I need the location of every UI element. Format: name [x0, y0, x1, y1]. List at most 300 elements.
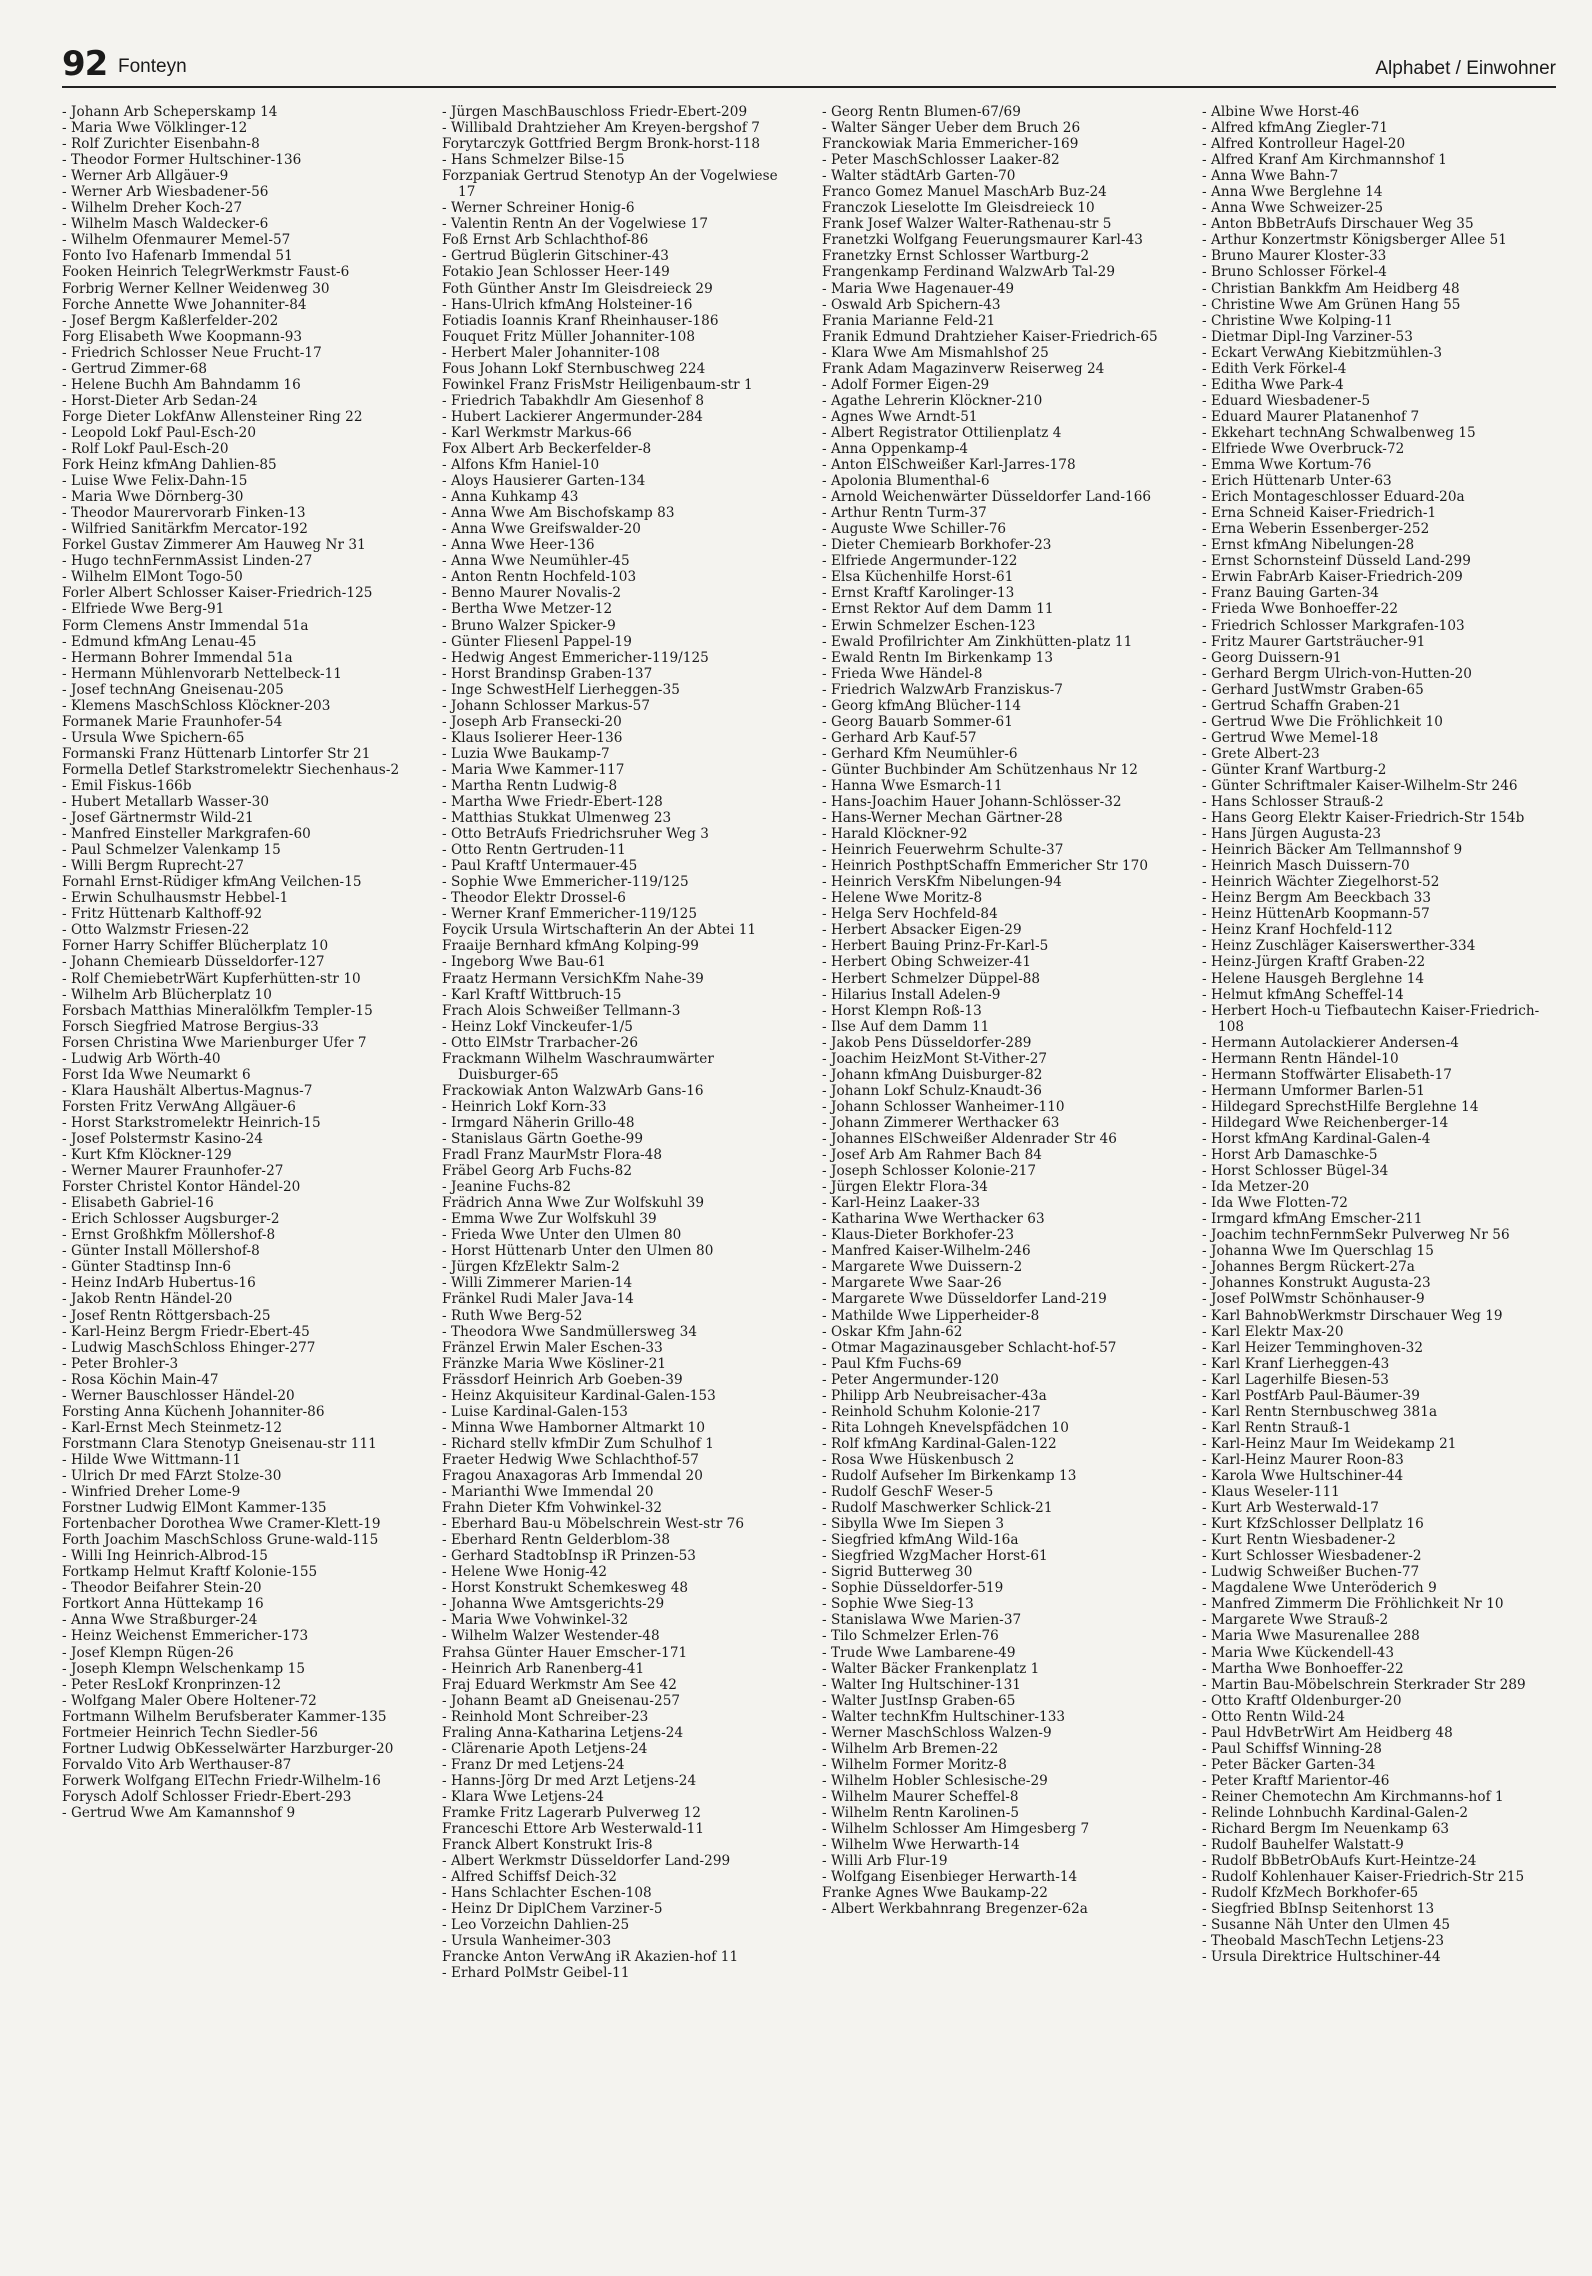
column-1: [62, 104, 416, 2244]
directory-entry: - Sophie Wwe Sieg-13: [822, 1596, 974, 1613]
directory-entry: Forytarczyk Gottfried Bergm Bronk-horst-118: [442, 136, 761, 153]
directory-entry: Fonto Ivo Hafenarb Immendal 51: [62, 248, 293, 265]
directory-entry: - Erwin Schmelzer Eschen-123: [822, 617, 1036, 634]
directory-entry: - Arthur Konzertmstr Königsberger Allee 51: [1202, 232, 1507, 249]
directory-entry: Frässdorf Heinrich Arb Goeben-39: [442, 1371, 683, 1388]
directory-entry: - Anna Wwe Am Bischofskamp 83: [442, 505, 675, 522]
directory-entry: - Paul Kfm Fuchs-69: [822, 1355, 962, 1372]
section-title: Alphabet / Einwohner: [1375, 58, 1556, 79]
directory-entry: - Luise Wwe Felix-Dahn-15: [62, 473, 248, 490]
directory-entry: - Georg Rentn Blumen-67/69: [822, 104, 1021, 120]
directory-entry: Fornahl Ernst-Rüdiger kfmAng Veilchen-15: [62, 874, 362, 891]
directory-entry: - Hermann Rentn Händel-10: [1202, 1050, 1399, 1067]
directory-entry: - Jeanine Fuchs-82: [442, 1179, 572, 1196]
directory-entry: - Apolonia Blumenthal-6: [822, 473, 990, 490]
directory-entry: - Joachim HeizMont St-Vither-27: [822, 1050, 1048, 1067]
directory-entry: - Frieda Wwe Unter den Ulmen 80: [442, 1227, 682, 1244]
directory-entry: - Otto ElMstr Trarbacher-26: [442, 1034, 639, 1051]
page-number: 92: [62, 44, 108, 84]
directory-entry: Frackowiak Anton WalzwArb Gans-16: [442, 1082, 704, 1099]
directory-entry: - Kurt Rentn Wiesbadener-2: [1202, 1532, 1396, 1549]
directory-entry: - Reinhold Schuhm Kolonie-217: [822, 1403, 1041, 1420]
directory-entry: - Theodor Beifahrer Stein-20: [62, 1580, 262, 1597]
directory-entry: Frania Marianne Feld-21: [822, 312, 996, 329]
directory-entry: Francke Anton VerwAng iR Akazien-hof 11: [442, 1949, 739, 1966]
directory-entry: - Kurt Arb Westerwald-17: [1202, 1500, 1379, 1517]
directory-entry: - Josef PolWmstr Schönhauser-9: [1202, 1291, 1425, 1308]
directory-entry: - Horst kfmAng Kardinal-Galen-4: [1202, 1131, 1431, 1147]
directory-entry: - Martha Wwe Bonhoeffer-22: [1202, 1660, 1404, 1677]
directory-entry: - Karl-Heinz Laaker-33: [822, 1195, 981, 1212]
directory-entry: - Maria Wwe Kammer-117: [442, 761, 625, 778]
directory-entry: - Heinz Akquisiteur Kardinal-Galen-153: [442, 1387, 716, 1404]
directory-entry: - Ekkehart technAng Schwalbenweg 15: [1202, 424, 1476, 441]
directory-entry: - Wilhelm ElMont Togo-50: [62, 569, 243, 586]
directory-entry: - Werner Kranf Emmericher-119/125: [442, 906, 698, 923]
directory-entry: - Johann Schlosser Wanheimer-110: [822, 1098, 1065, 1115]
directory-entry: - Rolf Zurichter Eisenbahn-8: [62, 136, 260, 153]
directory-entry: Frahn Dieter Kfm Vohwinkel-32: [442, 1500, 663, 1517]
directory-entry: - Gertrud Schaffn Graben-21: [1202, 697, 1402, 714]
directory-entry: - Ewald Profilrichter Am Zinkhütten-platz 11: [822, 633, 1133, 650]
directory-entry: - Margarete Wwe Düsseldorfer Land-219: [822, 1291, 1107, 1308]
directory-entry: Franetzki Wolfgang Feuerungsmaurer Karl-43: [822, 232, 1143, 249]
directory-entry: - Editha Wwe Park-4: [1202, 376, 1344, 393]
directory-entry: - Johann Arb Scheperskamp 14: [62, 104, 278, 120]
directory-entry: Fowinkel Franz FrisMstr Heiligenbaum-str 1: [442, 376, 753, 393]
directory-entry: - Elsa Küchenhilfe Horst-61: [822, 569, 1014, 586]
directory-entry: Forstmann Clara Stenotyp Gneisenau-str 111: [62, 1435, 377, 1452]
directory-entry: - Elfriede Wwe Overbruck-72: [1202, 440, 1405, 457]
page-header: [62, 44, 1556, 88]
directory-entry: - Ingeborg Wwe Bau-61: [442, 954, 606, 971]
directory-entry: - Georg Bauarb Sommer-61: [822, 713, 1013, 730]
directory-entry: Formella Detlef Starkstromelektr Siechenhaus-2: [62, 761, 400, 778]
directory-entry: - Elfriede Wwe Berg-91: [62, 601, 225, 618]
directory-entry: - Wolfgang Maler Obere Holtener-72: [62, 1692, 317, 1709]
directory-entry: - Johanna Wwe Im Querschlag 15: [1202, 1243, 1434, 1260]
directory-entry: - Helene Buchh Am Bahndamm 16: [62, 376, 301, 393]
directory-entry: - Rolf ChemiebetrWärt Kupferhütten-str 10: [62, 970, 361, 987]
directory-entry: - Werner Maurer Fraunhofer-27: [62, 1163, 284, 1180]
directory-entry: - Otto Kraftf Oldenburger-20: [1202, 1692, 1402, 1709]
directory-entry: - Wilhelm Arb Blücherplatz 10: [62, 986, 272, 1003]
directory-entry: Fränzke Maria Wwe Kösliner-21: [442, 1355, 667, 1372]
directory-entry: - Franz Dr med Letjens-24: [442, 1756, 625, 1773]
directory-entry: - Karl Heizer Temminghoven-32: [1202, 1339, 1424, 1356]
directory-columns: [62, 104, 1556, 2244]
directory-entry: - Werner Arb Wiesbadener-56: [62, 184, 269, 201]
directory-entry: - Horst Klempn Roß-13: [822, 1002, 982, 1019]
directory-entry: - Wilhelm Former Moritz-8: [822, 1756, 1007, 1773]
directory-entry: - Rita Lohngeh Knevelspfädchen 10: [822, 1419, 1069, 1436]
directory-entry: - Alfons Kfm Haniel-10: [442, 457, 600, 474]
directory-entry: - Albert Werkbahnrang Bregenzer-62a: [822, 1901, 1088, 1918]
directory-entry: - Adolf Former Eigen-29: [822, 376, 990, 393]
directory-entry: - Fritz Hüttenarb Kalthoff-92: [62, 906, 263, 923]
directory-entry: - Reiner Chemotechn Am Kirchmanns-hof 1: [1202, 1788, 1504, 1805]
directory-entry: - Jürgen KfzElektr Salm-2: [442, 1259, 620, 1276]
directory-entry: - Margarete Wwe Duissern-2: [822, 1259, 1023, 1276]
directory-entry: - Alfred Schiffsf Deich-32: [442, 1869, 617, 1886]
directory-entry: Fortkamp Helmut Kraftf Kolonie-155: [62, 1564, 318, 1581]
directory-entry: Fortmann Wilhelm Berufsberater Kammer-135: [62, 1708, 387, 1725]
directory-entry: - Theodora Wwe Sandmüllersweg 34: [442, 1323, 698, 1340]
directory-entry: - Walter städtArb Garten-70: [822, 168, 1016, 185]
directory-entry: Fortmeier Heinrich Techn Siedler-56: [62, 1724, 318, 1741]
directory-entry: - Paul Kraftf Untermauer-45: [442, 858, 638, 875]
directory-entry: Fous Johann Lokf Sternbuschweg 224: [442, 360, 706, 377]
directory-entry: - Josef Gärtnermstr Wild-21: [62, 810, 254, 827]
directory-entry: - Walter JustInsp Graben-65: [822, 1692, 1016, 1709]
directory-entry: - Fritz Maurer Gartsträucher-91: [1202, 633, 1426, 650]
directory-entry: - Maria Wwe Hagenauer-49: [822, 280, 1015, 297]
directory-entry: - Heinrich Feuerwehrm Schulte-37: [822, 842, 1064, 859]
directory-entry: - Erich Montageschlosser Eduard-20a: [1202, 489, 1465, 506]
directory-entry: - Hermann Autolackierer Andersen-4: [1202, 1034, 1459, 1051]
directory-entry: Forg Elisabeth Wwe Koopmann-93: [62, 328, 303, 345]
directory-entry: - Maria Wwe Völklinger-12: [62, 120, 248, 137]
directory-entry: - Albert Registrator Ottilienplatz 4: [822, 424, 1062, 441]
directory-entry: - Heinz IndArb Hubertus-16: [62, 1275, 256, 1292]
directory-entry: - Christine Wwe Am Grünen Hang 55: [1202, 296, 1461, 313]
directory-entry: - Grete Albert-23: [1202, 745, 1320, 762]
directory-entry: - Bertha Wwe Metzer-12: [442, 601, 613, 618]
directory-entry: - Manfred Einsteller Markgrafen-60: [62, 826, 311, 843]
directory-entry: - Otto Rentn Wild-24: [1202, 1708, 1346, 1725]
directory-entry: Fraatz Hermann VersichKfm Nahe-39: [442, 970, 704, 987]
directory-entry: - Johannes Konstrukt Augusta-23: [1202, 1275, 1431, 1292]
directory-entry: Forche Annette Wwe Johanniter-84: [62, 296, 307, 313]
directory-entry: - Tilo Schmelzer Erlen-76: [822, 1628, 999, 1645]
directory-entry: - Eberhard Rentn Gelderblom-38: [442, 1532, 671, 1549]
directory-entry: - Hilde Wwe Wittmann-11: [62, 1451, 242, 1468]
directory-entry: - Wilhelm Arb Bremen-22: [822, 1740, 999, 1757]
directory-entry: - Willibald Drahtzieher Am Kreyen-bergshof 7: [442, 120, 760, 137]
directory-entry: Franckowiak Maria Emmericher-169: [822, 136, 1079, 153]
directory-entry: - Eckart VerwAng Kiebitzmühlen-3: [1202, 344, 1443, 361]
directory-entry: - Rudolf Bauhelfer Walstatt-9: [1202, 1837, 1404, 1854]
directory-entry: Fradl Franz MaurMstr Flora-48: [442, 1147, 663, 1164]
directory-entry: - Heinrich PosthptSchaffn Emmericher Str 170: [822, 858, 1149, 875]
directory-entry: - Aloys Hausierer Garten-134: [442, 473, 646, 490]
directory-entry: - Leo Vorzeichn Dahlien-25: [442, 1917, 630, 1934]
directory-entry: Forstner Ludwig ElMont Kammer-135: [62, 1500, 327, 1517]
directory-entry: - Josef technAng Gneisenau-205: [62, 681, 284, 698]
directory-entry: - Otto Rentn Gertruden-11: [442, 842, 626, 859]
directory-entry: - Gerhard Bergm Ulrich-von-Hutten-20: [1202, 665, 1472, 682]
directory-entry: - Wilhelm Walzer Westender-48: [442, 1628, 660, 1645]
directory-entry: - Anna Oppenkamp-4: [822, 440, 969, 457]
directory-entry: - Rudolf GeschF Weser-5: [822, 1484, 994, 1501]
directory-entry: - Ludwig Arb Wörth-40: [62, 1050, 221, 1067]
directory-entry: - Gertrud Wwe Am Kamannshof 9: [62, 1804, 296, 1821]
directory-entry: - Ursula Wwe Spichern-65: [62, 729, 245, 746]
directory-entry: Forsen Christina Wwe Marienburger Ufer 7: [62, 1034, 367, 1051]
directory-entry: - Johann Schlosser Markus-57: [442, 697, 651, 714]
directory-entry: - Rosa Köchin Main-47: [62, 1371, 219, 1388]
directory-entry: - Relinde Lohnbuchh Kardinal-Galen-2: [1202, 1804, 1469, 1821]
directory-entry: - Karl-Heinz Maurer Roon-83: [1202, 1451, 1404, 1468]
directory-entry: Fooken Heinrich TelegrWerkmstr Faust-6: [62, 264, 350, 281]
directory-entry: Franetzky Ernst Schlosser Wartburg-2: [822, 248, 1090, 265]
directory-entry: - Jakob Pens Düsseldorfer-289: [822, 1034, 1032, 1051]
directory-entry: - Theodor Former Hultschiner-136: [62, 152, 302, 169]
directory-entry: - Wilhelm Rentn Karolinen-5: [822, 1804, 1020, 1821]
directory-entry: - Otmar Magazinausgeber Schlacht-hof-57: [822, 1339, 1117, 1356]
directory-entry: - Erwin FabrArb Kaiser-Friedrich-209: [1202, 569, 1463, 586]
directory-entry: - Edith Verk Förkel-4: [1202, 360, 1347, 377]
directory-entry: Frangenkamp Ferdinand WalzwArb Tal-29: [822, 264, 1116, 281]
directory-entry: - Manfred Kaiser-Wilhelm-246: [822, 1243, 1031, 1260]
directory-entry: - Ernst Kraftf Karolinger-13: [822, 585, 1015, 602]
directory-entry: - Kurt KfzSchlosser Dellplatz 16: [1202, 1516, 1424, 1533]
directory-entry: - Herbert Obing Schweizer-41: [822, 954, 1032, 971]
directory-entry: - Horst Starkstromelektr Heinrich-15: [62, 1114, 321, 1131]
directory-entry: - Albert Werkmstr Düsseldorfer Land-299: [442, 1853, 731, 1870]
directory-entry: - Rudolf Kohlenhauer Kaiser-Friedrich-Str 215: [1202, 1869, 1525, 1886]
directory-entry: - Ludwig Schweißer Buchen-77: [1202, 1564, 1420, 1581]
directory-entry: - Anna Wwe Heer-136: [442, 537, 595, 554]
directory-entry: - Günter Kranf Wartburg-2: [1202, 761, 1387, 778]
directory-entry: Fortkort Anna Hüttekamp 16: [62, 1596, 264, 1613]
directory-entry: - Auguste Wwe Schiller-76: [822, 521, 1007, 538]
directory-entry: - Maria Wwe Dörnberg-30: [62, 489, 244, 506]
directory-entry: - Paul Schmelzer Valenkamp 15: [62, 842, 281, 859]
directory-entry: - Willi Arb Flur-19: [822, 1853, 948, 1870]
directory-entry: - Heinz-Jürgen Kraftf Graben-22: [1202, 954, 1426, 971]
directory-entry: - Horst Brandinsp Graben-137: [442, 665, 653, 682]
directory-entry: - Wilhelm Ofenmaurer Memel-57: [62, 232, 291, 249]
directory-entry: - Josef Rentn Röttgersbach-25: [62, 1307, 271, 1324]
directory-entry: - Hanna Wwe Esmarch-11: [822, 777, 1003, 794]
directory-entry: - Rosa Wwe Hüskenbusch 2: [822, 1451, 1015, 1468]
directory-entry: - Sibylla Wwe Im Siepen 3: [822, 1516, 1005, 1533]
directory-entry: - Luise Kardinal-Galen-153: [442, 1403, 628, 1420]
directory-entry: - Gerhard Arb Kauf-57: [822, 729, 977, 746]
directory-entry: Forner Harry Schiffer Blücherplatz 10: [62, 938, 329, 955]
directory-entry: - Horst Schlosser Bügel-34: [1202, 1163, 1389, 1180]
directory-entry: - Rudolf Aufseher Im Birkenkamp 13: [822, 1467, 1077, 1484]
directory-entry: - Manfred Zimmerm Die Fröhlichkeit Nr 10: [1202, 1596, 1504, 1613]
directory-entry: - Irmgard kfmAng Emscher-211: [1202, 1211, 1423, 1228]
directory-entry: - Paul Schiffsf Winning-28: [1202, 1740, 1382, 1757]
directory-entry: - Ewald Rentn Im Birkenkamp 13: [822, 649, 1054, 666]
directory-entry: - Hermann Stoffwärter Elisabeth-17: [1202, 1066, 1452, 1083]
directory-entry: Forge Dieter LokfAnw Allensteiner Ring 22: [62, 408, 363, 425]
directory-entry: Fork Heinz kfmAng Dahlien-85: [62, 457, 277, 474]
directory-entry: - Ernst Rektor Auf dem Damm 11: [822, 601, 1054, 618]
directory-entry: - Rudolf KfzMech Borkhofer-65: [1202, 1885, 1419, 1902]
directory-entry: Fraling Anna-Katharina Letjens-24: [442, 1724, 684, 1741]
directory-entry: - Theobald MaschTechn Letjens-23: [1202, 1933, 1445, 1950]
directory-entry: - Wilhelm Masch Waldecker-6: [62, 216, 269, 233]
directory-entry: - Anna Wwe Bahn-7: [1202, 168, 1339, 185]
directory-entry: - Joseph Arb Fransecki-20: [442, 713, 622, 730]
directory-entry: - Anna Wwe Neumühler-45: [442, 553, 630, 570]
directory-entry: - Inge SchwestHelf Lierheggen-35: [442, 681, 680, 698]
directory-entry: - Erwin Schulhausmstr Hebbel-1: [62, 890, 289, 907]
directory-entry: - Hubert Metallarb Wasser-30: [62, 794, 270, 811]
directory-entry: - Kurt Schlosser Wiesbadener-2: [1202, 1548, 1422, 1565]
directory-entry: - Magdalene Wwe Unteröderich 9: [1202, 1580, 1437, 1597]
directory-entry: - Bruno Schlosser Förkel-4: [1202, 264, 1387, 281]
directory-entry: - Walter Ing Hultschiner-131: [822, 1676, 1021, 1693]
directory-entry: - Eberhard Bau-u Möbelschrein West-str 76: [442, 1516, 745, 1533]
directory-entry: - Helga Serv Hochfeld-84: [822, 906, 998, 923]
directory-entry: - Heinrich Bäcker Am Tellmannshof 9: [1202, 842, 1463, 859]
directory-entry: - Johanna Wwe Amtsgerichts-29: [442, 1596, 665, 1613]
directory-entry: Franik Edmund Drahtzieher Kaiser-Friedrich-65: [822, 328, 1158, 345]
directory-entry: - Rolf kfmAng Kardinal-Galen-122: [822, 1435, 1057, 1452]
directory-entry: - Heinz Kranf Hochfeld-112: [1202, 922, 1393, 939]
directory-entry: - Peter Bäcker Garten-34: [1202, 1756, 1376, 1773]
directory-entry: - Willi Bergm Ruprecht-27: [62, 858, 245, 875]
directory-entry: - Hanns-Jörg Dr med Arzt Letjens-24: [442, 1772, 697, 1789]
directory-entry: Frackmann Wilhelm Waschraumwärter Duisburger-65: [442, 1050, 714, 1083]
directory-entry: - Ludwig MaschSchloss Ehinger-277: [62, 1339, 316, 1356]
directory-entry: - Georg kfmAng Blücher-114: [822, 697, 1022, 714]
directory-entry: - Stanislaus Gärtn Goethe-99: [442, 1131, 644, 1147]
directory-entry: - Werner Schreiner Honig-6: [442, 200, 635, 217]
directory-entry: - Herbert Absacker Eigen-29: [822, 922, 1022, 939]
directory-entry: - Hugo technFernmAssist Linden-27: [62, 553, 313, 570]
directory-entry: Fraaije Bernhard kfmAng Kolping-99: [442, 938, 699, 955]
directory-entry: - Gertrud Zimmer-68: [62, 360, 208, 377]
directory-entry: - Otto Walzmstr Friesen-22: [62, 922, 250, 939]
directory-entry: - Helene Hausgeh Berglehne 14: [1202, 970, 1425, 987]
directory-entry: - Maria Wwe Kückendell-43: [1202, 1644, 1395, 1661]
directory-entry: - Herbert Maler Johanniter-108: [442, 344, 660, 361]
directory-entry: - Erhard PolMstr Geibel-11: [442, 1965, 630, 1982]
directory-entry: - Jürgen MaschBauschloss Friedr-Ebert-209: [442, 104, 748, 120]
directory-entry: - Edmund kfmAng Lenau-45: [62, 633, 257, 650]
directory-entry: - Anna Wwe Berglehne 14: [1202, 184, 1383, 201]
directory-entry: Forkel Gustav Zimmerer Am Hauweg Nr 31: [62, 537, 366, 554]
directory-entry: - Dieter Chemiearb Borkhofer-23: [822, 537, 1052, 554]
directory-entry: Franco Gomez Manuel MaschArb Buz-24: [822, 184, 1107, 201]
directory-entry: - Karola Wwe Hultschiner-44: [1202, 1467, 1404, 1484]
directory-entry: - Ilse Auf dem Damm 11: [822, 1018, 990, 1035]
directory-entry: Forbrig Werner Kellner Weidenweg 30: [62, 280, 330, 297]
directory-entry: - Kurt Kfm Klöckner-129: [62, 1147, 232, 1164]
directory-entry: - Richard Bergm Im Neuenkamp 63: [1202, 1821, 1450, 1838]
directory-entry: Forwerk Wolfgang ElTechn Friedr-Wilhelm-16: [62, 1772, 381, 1789]
directory-entry: - Heinz HüttenArb Koopmann-57: [1202, 906, 1430, 923]
directory-entry: - Wilhelm Dreher Koch-27: [62, 200, 243, 217]
directory-entry: - Marianthi Wwe Immendal 20: [442, 1484, 654, 1501]
directory-entry: - Erich Hüttenarb Unter-63: [1202, 473, 1392, 490]
column-4: [1202, 104, 1556, 2244]
directory-entry: - Dietmar Dipl-Ing Varziner-53: [1202, 328, 1413, 345]
directory-entry: - Theodor Elektr Drossel-6: [442, 890, 626, 907]
directory-entry: - Heinz Bergm Am Beeckbach 33: [1202, 890, 1432, 907]
directory-entry: - Ernst Großhkfm Möllershof-8: [62, 1227, 276, 1244]
directory-entry: - Horst Hüttenarb Unter den Ulmen 80: [442, 1243, 714, 1260]
directory-entry: - Karl-Heinz Bergm Friedr-Ebert-45: [62, 1323, 310, 1340]
directory-entry: - Horst Arb Damaschke-5: [1202, 1147, 1378, 1164]
directory-entry: - Rolf Lokf Paul-Esch-20: [62, 440, 229, 457]
directory-entry: - Hans Jürgen Augusta-23: [1202, 826, 1382, 843]
directory-entry: - Hedwig Angest Emmericher-119/125: [442, 649, 709, 666]
directory-entry: - Karl Werkmstr Markus-66: [442, 424, 632, 441]
directory-entry: Forler Albert Schlosser Kaiser-Friedrich-125: [62, 585, 373, 602]
directory-entry: - Herbert Bauing Prinz-Fr-Karl-5: [822, 938, 1049, 955]
directory-entry: - Heinz Dr DiplChem Varziner-5: [442, 1901, 663, 1918]
directory-entry: - Bruno Walzer Spicker-9: [442, 617, 616, 634]
directory-entry: Fränzel Erwin Maler Eschen-33: [442, 1339, 663, 1356]
directory-entry: - Arnold Weichenwärter Düsseldorfer Land-166: [822, 489, 1152, 506]
directory-entry: - Matthias Stukkat Ulmenweg 23: [442, 810, 672, 827]
directory-entry: - Peter ResLokf Kronprinzen-12: [62, 1676, 282, 1693]
directory-entry: Fraj Eduard Werkmstr Am See 42: [442, 1676, 677, 1693]
directory-entry: - Heinz Lokf Vinckeufer-1/5: [442, 1018, 633, 1035]
directory-entry: Franck Albert Konstrukt Iris-8: [442, 1837, 653, 1854]
directory-entry: - Sigrid Butterweg 30: [822, 1564, 973, 1581]
directory-entry: - Werner Arb Allgäuer-9: [62, 168, 229, 185]
directory-entry: - Anton Rentn Hochfeld-103: [442, 569, 637, 586]
directory-entry: Framke Fritz Lagerarb Pulverweg 12: [442, 1804, 701, 1821]
directory-entry: - Karl-Heinz Maur Im Weidekamp 21: [1202, 1435, 1457, 1452]
directory-entry: - Helene Wwe Honig-42: [442, 1564, 608, 1581]
directory-entry: - Ida Wwe Flotten-72: [1202, 1195, 1348, 1212]
directory-entry: - Agnes Wwe Arndt-51: [822, 408, 978, 425]
directory-entry: - Hermann Bohrer Immendal 51a: [62, 649, 293, 666]
directory-entry: - Klaus Isolierer Heer-136: [442, 729, 623, 746]
directory-entry: - Hildegard Wwe Reichenberger-14: [1202, 1114, 1449, 1131]
directory-entry: - Heinz Zuschläger Kaiserswerther-334: [1202, 938, 1476, 955]
directory-entry: - Franz Bauing Garten-34: [1202, 585, 1379, 602]
directory-entry: - Trude Wwe Lambarene-49: [822, 1644, 1016, 1661]
directory-entry: - Paul HdvBetrWirt Am Heidberg 48: [1202, 1724, 1453, 1741]
directory-entry: - Ulrich Dr med FArzt Stolze-30: [62, 1467, 282, 1484]
directory-entry: - Oskar Kfm Jahn-62: [822, 1323, 963, 1340]
directory-entry: - Johann Zimmerer Werthacker 63: [822, 1114, 1060, 1131]
directory-entry: - Ida Metzer-20: [1202, 1179, 1310, 1196]
directory-entry: - Erna Schneid Kaiser-Friedrich-1: [1202, 505, 1437, 522]
directory-entry: - Stanislawa Wwe Marien-37: [822, 1612, 1022, 1629]
directory-entry: - Herbert Hoch-u Tiefbautechn Kaiser-Friedrich-108: [1202, 1002, 1540, 1035]
directory-entry: - Wilhelm Hobler Schlesische-29: [822, 1772, 1048, 1789]
directory-entry: - Günter Install Möllershof-8: [62, 1243, 260, 1260]
directory-entry: - Johannes ElSchweißer Aldenrader Str 46: [822, 1131, 1117, 1147]
directory-entry: Forvaldo Vito Arb Werthauser-87: [62, 1756, 292, 1773]
directory-entry: - Martha Wwe Friedr-Ebert-128: [442, 794, 663, 811]
directory-entry: - Johann kfmAng Duisburger-82: [822, 1066, 1043, 1083]
directory-entry: - Frieda Wwe Händel-8: [822, 665, 983, 682]
directory-entry: - Jakob Rentn Händel-20: [62, 1291, 233, 1308]
directory-entry: Frach Alois Schweißer Tellmann-3: [442, 1002, 681, 1019]
directory-entry: - Joseph Schlosser Kolonie-217: [822, 1163, 1037, 1180]
directory-entry: - Ernst kfmAng Nibelungen-28: [1202, 537, 1415, 554]
directory-entry: - Karl BahnobWerkmstr Dirschauer Weg 19: [1202, 1307, 1503, 1324]
directory-entry: - Josef Klempn Rügen-26: [62, 1644, 234, 1661]
directory-entry: - Klara Wwe Letjens-24: [442, 1788, 604, 1805]
directory-entry: - Eduard Maurer Platanenhof 7: [1202, 408, 1420, 425]
directory-entry: - Heinrich Arb Ranenberg-41: [442, 1660, 645, 1677]
directory-entry: - Josef Bergm Kaßlerfelder-202: [62, 312, 279, 329]
directory-entry: - Otto BetrAufs Friedrichsruher Weg 3: [442, 826, 709, 843]
directory-entry: - Wilhelm Maurer Scheffel-8: [822, 1788, 1019, 1805]
directory-entry: - Karl PostfArb Paul-Bäumer-39: [1202, 1387, 1420, 1404]
directory-entry: - Harald Klöckner-92: [822, 826, 968, 843]
directory-entry: - Klara Wwe Am Mismahlshof 25: [822, 344, 1049, 361]
directory-entry: Franke Agnes Wwe Baukamp-22: [822, 1885, 1049, 1902]
directory-entry: - Helmut kfmAng Scheffel-14: [1202, 986, 1404, 1003]
directory-entry: Fotakio Jean Schlosser Heer-149: [442, 264, 670, 281]
directory-entry: - Elisabeth Gabriel-16: [62, 1195, 214, 1212]
directory-entry: - Theodor Maurervorarb Finken-13: [62, 505, 306, 522]
